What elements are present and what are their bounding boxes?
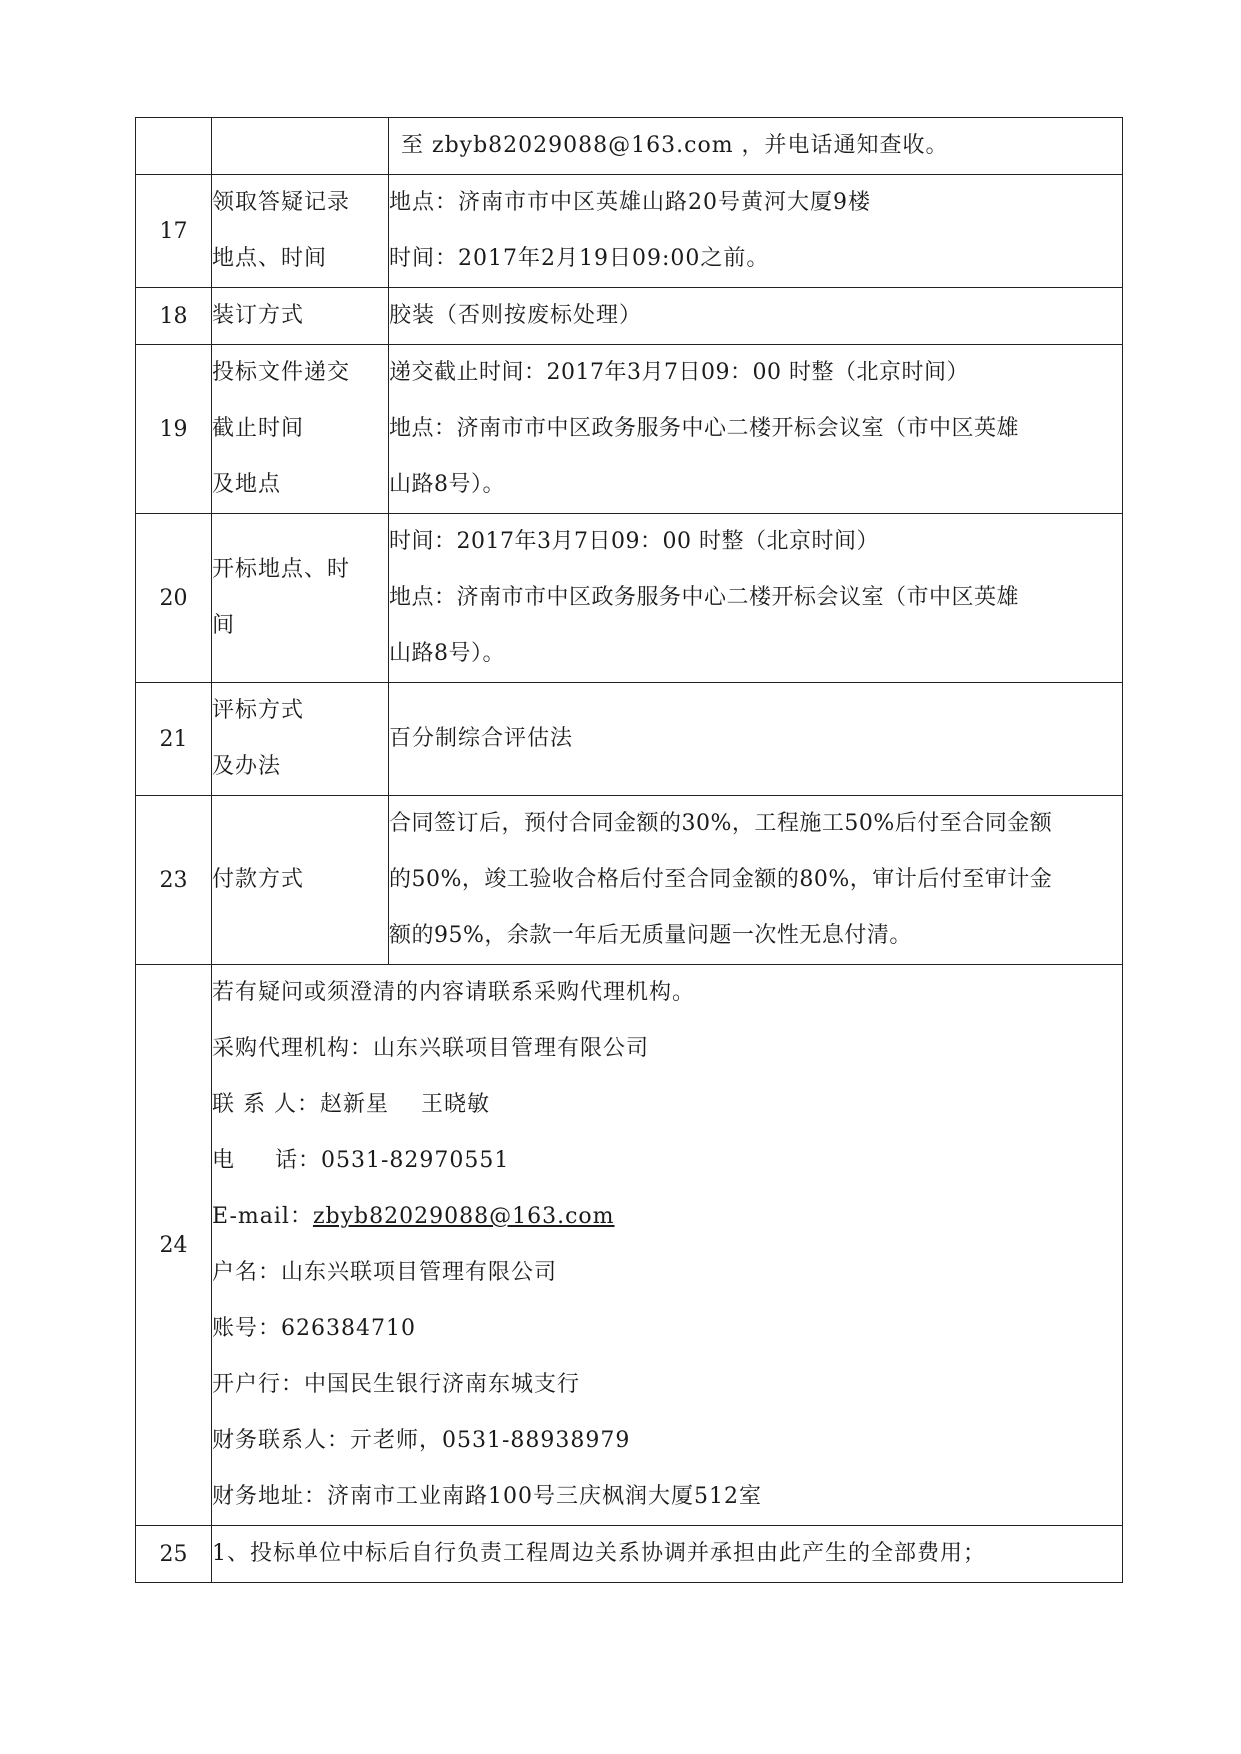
bid-info-table — [135, 117, 1123, 1583]
item-line: 截止时间 — [212, 416, 305, 441]
row-number: 24 — [136, 965, 212, 1526]
contact-info-cell — [212, 965, 1123, 1526]
content-line: 地点：济南市市中区政务服务中心二楼开标会议室（市中区英雄 — [389, 416, 1020, 441]
content-line: 额的95%，余款一年后无质量问题一次性无息付清。 — [389, 923, 912, 948]
table-row — [136, 796, 1123, 965]
item-cell — [212, 345, 389, 514]
table-row — [136, 175, 1123, 288]
contact-intro: 若有疑问或须澄清的内容请联系采购代理机构。 — [212, 980, 696, 1005]
content-cell — [389, 175, 1123, 288]
content-cell — [389, 345, 1123, 514]
content-cell — [389, 514, 1123, 683]
item-cell — [212, 514, 389, 683]
item-cell — [212, 175, 389, 288]
row-number-cell — [136, 118, 212, 175]
row-number: 17 — [136, 175, 212, 288]
content-line: 地点：济南市市中区政务服务中心二楼开标会议室（市中区英雄 — [389, 585, 1020, 610]
row-number: 23 — [136, 796, 212, 965]
item-cell — [212, 683, 389, 796]
row-number: 18 — [136, 288, 212, 345]
content-line: 1、投标单位中标后自行负责工程周边关系协调并承担由此产生的全部费用； — [212, 1541, 986, 1566]
table-row — [136, 683, 1123, 796]
content-line: 时间：2017年3月7日09：00 时整（北京时间） — [389, 529, 879, 554]
row-number: 25 — [136, 1526, 212, 1583]
row-number: 20 — [136, 514, 212, 683]
item-line: 及地点 — [212, 472, 282, 497]
content-line: 胶装（否则按废标处理） — [389, 303, 643, 328]
table-row — [136, 118, 1123, 175]
table-row — [136, 1526, 1123, 1583]
content-line: 合同签订后，预付合同金额的30%，工程施工50%后付至合同金额 — [389, 811, 1053, 836]
item-cell — [212, 796, 389, 965]
item-line: 付款方式 — [212, 867, 305, 892]
table-row — [136, 965, 1123, 1526]
account-name: 户名：山东兴联项目管理有限公司 — [212, 1260, 558, 1285]
content-line: 的50%，竣工验收合格后付至合同金额的80%，审计后付至审计金 — [389, 867, 1053, 892]
item-line: 投标文件递交 — [212, 360, 351, 385]
item-line: 装订方式 — [212, 303, 305, 328]
item-cell — [212, 288, 389, 345]
item-line: 评标方式 — [212, 698, 305, 723]
contact-email-line — [212, 1189, 1122, 1245]
agency-name: 采购代理机构：山东兴联项目管理有限公司 — [212, 1036, 650, 1061]
row-number: 21 — [136, 683, 212, 796]
content-cell — [212, 1526, 1123, 1583]
email-label: E-mail： — [212, 1204, 313, 1229]
item-line: 领取答疑记录 — [212, 190, 351, 215]
content-cell — [389, 683, 1123, 796]
item-cell — [212, 118, 389, 175]
contact-phone: 电 话：0531-82970551 — [212, 1148, 510, 1173]
bank-name: 开户行：中国民生银行济南东城支行 — [212, 1372, 581, 1397]
content-line: 时间：2017年2月19日09:00之前。 — [389, 246, 770, 271]
content-line: 山路8号）。 — [389, 641, 505, 666]
finance-contact: 财务联系人：亓老师，0531-88938979 — [212, 1428, 631, 1453]
account-number: 账号：626384710 — [212, 1316, 416, 1341]
contact-person: 联 系 人：赵新星 王晓敏 — [212, 1092, 490, 1117]
content-cell — [389, 118, 1123, 175]
finance-address: 财务地址：济南市工业南路100号三庆枫润大厦512室 — [212, 1484, 762, 1509]
item-line: 地点、时间 — [212, 246, 328, 271]
item-line: 及办法 — [212, 754, 282, 779]
table-row — [136, 288, 1123, 345]
content-cell — [389, 796, 1123, 965]
item-line: 开标地点、时 — [212, 557, 351, 582]
content-line: 山路8号）。 — [389, 472, 505, 497]
row-number: 19 — [136, 345, 212, 514]
content-cell — [389, 288, 1123, 345]
table-row — [136, 514, 1123, 683]
content-line: 至 zbyb82029088@163.com ，并电话通知查收。 — [401, 133, 949, 158]
content-line: 地点：济南市市中区英雄山路20号黄河大厦9楼 — [389, 190, 871, 215]
item-line: 间 — [212, 613, 236, 638]
content-line: 递交截止时间：2017年3月7日09：00 时整（北京时间） — [389, 360, 969, 385]
email-link[interactable]: zbyb82029088@163.com — [312, 1204, 615, 1229]
content-line: 百分制综合评估法 — [389, 726, 574, 751]
table-row — [136, 345, 1123, 514]
